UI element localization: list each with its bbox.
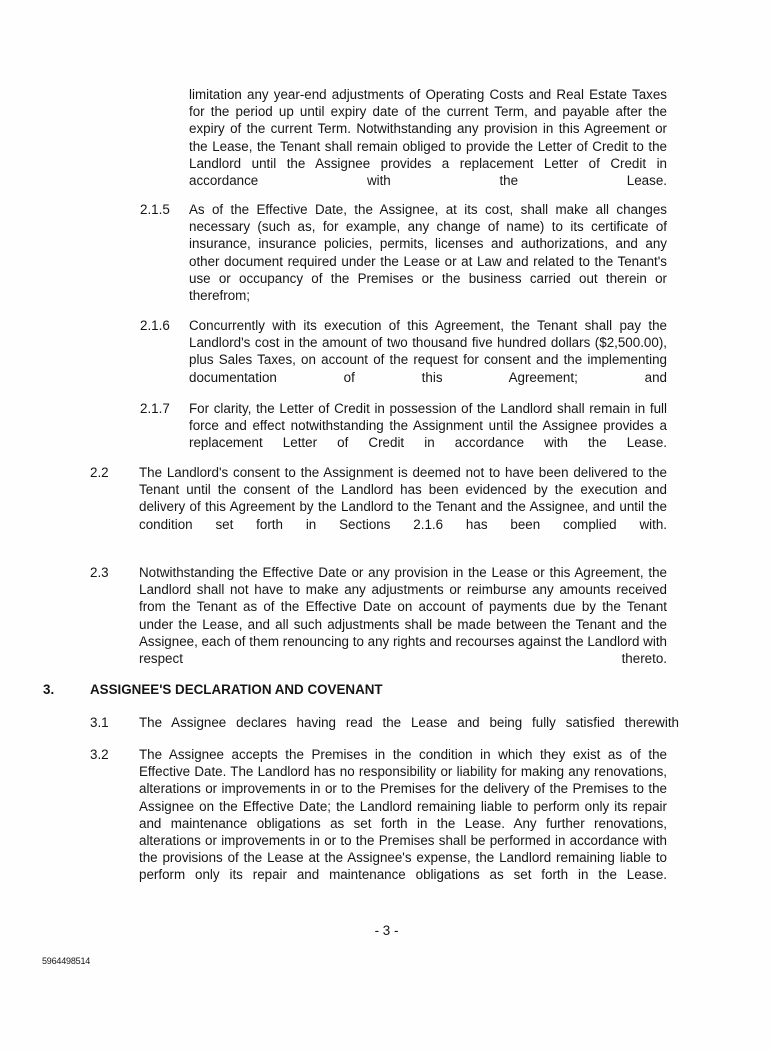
section-number-2-2: 2.2 <box>90 465 109 480</box>
section-3-1-text: The Assignee declares having read the Lease and being fully satisfied therewith <box>139 715 679 730</box>
item-2-1-7-text: For clarity, the Letter of Credit in possession of the Landlord shall remain in full force and effect notwithstanding the Assignment until the Assignee provides a replacement Letter of Credit in accordance with the Lease. <box>189 401 667 451</box>
section-number-2-3: 2.3 <box>90 565 109 580</box>
section-2-2-text: The Landlord's consent to the Assignment is deemed not to have been delivered to the Tenant until the consent of the Landlord has been evidenced by the execution and delivery of this Agreement by the Landlord to the Tenant and the Assignee, and until the condition set forth in Sections 2.1.6 has been complied with. <box>139 465 667 532</box>
section-number-3-1: 3.1 <box>90 715 109 730</box>
section-3-number: 3. <box>43 682 55 697</box>
section-2-3-text: Notwithstanding the Effective Date or any provision in the Lease or this Agreement, the Landlord shall not have to make any adjustments or reimburse any amounts received from the Tenant as of the Effective Date on account of payments due by the Tenant under the Lease, and all such adjustments shall be made between the Tenant and the Assignee, each of them renouncing to any rights and recourses against the Landlord with respect thereto. <box>139 565 667 667</box>
page-number: - 3 - <box>374 923 399 938</box>
document-id: 5964498514 <box>42 956 91 966</box>
continuation-paragraph: limitation any year-end adjustments of Operating Costs and Real Estate Taxes for the period up until expiry date of the current Term, and payable after the expiry of the current Term. Notwithstanding any provision in this Agreement or the Lease, the Tenant shall remain obliged to provide the Letter of Credit to the Landlord until the Assignee provides a replacement Letter of Credit in accordance with the Lease. <box>189 87 667 189</box>
item-number-2-1-7: 2.1.7 <box>140 401 170 416</box>
item-2-1-5-text: As of the Effective Date, the Assignee, at its cost, shall make all changes necessary (such as, for example, any change of name) to its certificate of insurance, insurance policies, permits, licenses and authorizations, and any other document required under the Lease or at Law and related to the Tenant's use or occupancy of the Premises or the business carried out therein or therefrom; <box>189 202 667 304</box>
section-3-title: ASSIGNEE'S DECLARATION AND COVENANT <box>90 682 383 697</box>
section-3-2-text: The Assignee accepts the Premises in the condition in which they exist as of the Effective Date. The Landlord has no responsibility or liability for making any renovations, alterations or improvements in or to the Premises for the delivery of the Premises to the Assignee on the Effective Date; the Landlord remaining liable to perform only its repair and maintenance obligations as set forth in the Lease. Any further renovations, alterations or improvements in or to the Premises shall be performed in accordance with the provisions of the Lease at the Assignee's expense, the Landlord remaining liable to perform only its repair and maintenance obligations as set forth in the Lease. <box>139 747 667 883</box>
item-number-2-1-6: 2.1.6 <box>140 318 170 333</box>
section-number-3-2: 3.2 <box>90 747 109 762</box>
item-number-2-1-5: 2.1.5 <box>140 202 170 217</box>
item-2-1-6-text: Concurrently with its execution of this Agreement, the Tenant shall pay the Landlord's cost in the amount of two thousand five hundred dollars ($2,500.00), plus Sales Taxes, on account of the request for consent and the implementing documentation of this Agreement; and <box>189 318 667 385</box>
